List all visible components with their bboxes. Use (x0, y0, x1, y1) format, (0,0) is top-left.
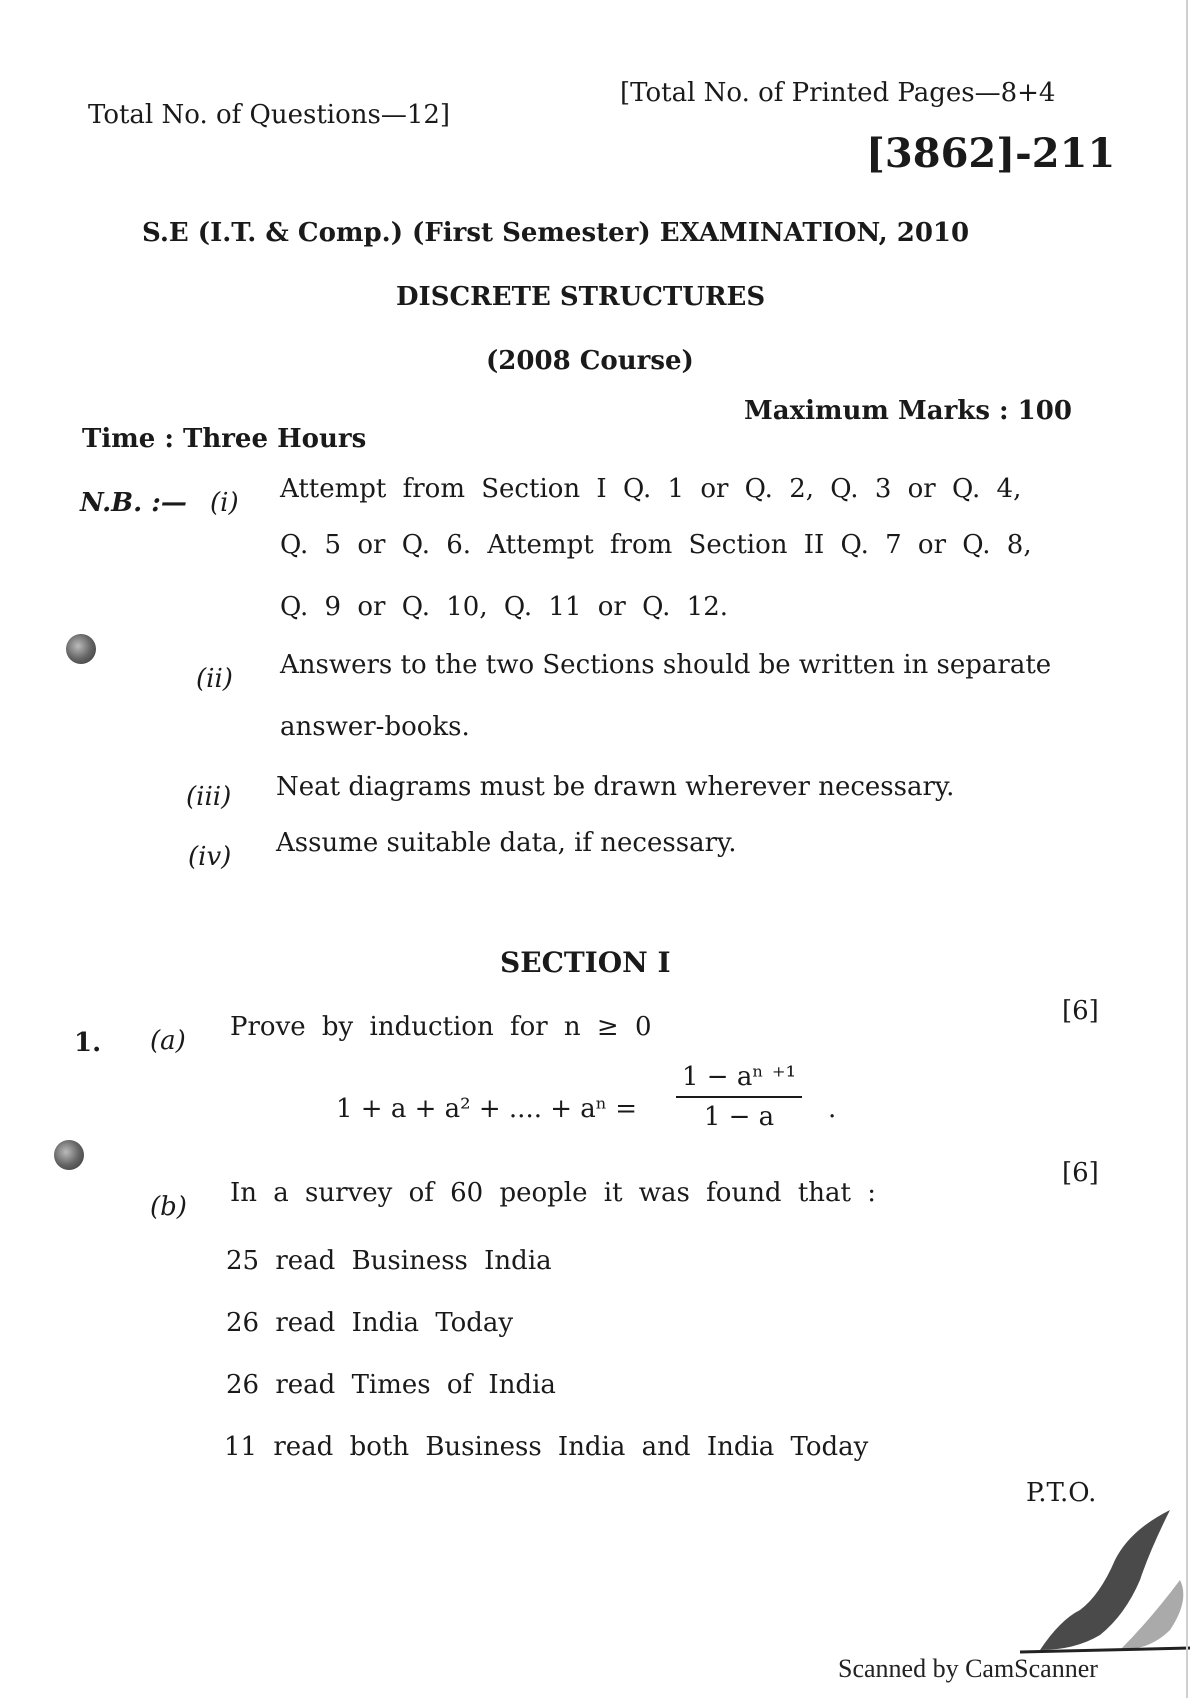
paper-code: [3862]-211 (866, 130, 1116, 177)
scanner-watermark: Scanned by CamScanner (838, 1654, 1098, 1683)
formula-fraction (676, 1062, 802, 1132)
corner-smudge (1020, 1500, 1200, 1660)
formula-numerator: 1 − aⁿ ⁺¹ (682, 1062, 797, 1092)
question-number: 1. (74, 1028, 102, 1058)
instruction-number: (iv) (188, 842, 232, 872)
part-b-marks: [6] (1062, 1158, 1099, 1188)
survey-fact: 25 read Business India (226, 1246, 552, 1276)
survey-fact: 11 read both Business India and India Today (224, 1432, 869, 1462)
fraction-bar (676, 1096, 802, 1098)
printed-pages: [Total No. of Printed Pages—8+4 (620, 78, 1056, 108)
section-title: SECTION I (500, 946, 671, 979)
formula-denominator: 1 − a (703, 1102, 775, 1132)
part-a-marks: [6] (1062, 996, 1099, 1026)
part-a-text: Prove by induction for n ≥ 0 (230, 1012, 652, 1042)
nb-label: N.B. :— (80, 488, 187, 518)
part-b-text: In a survey of 60 people it was found that : (230, 1178, 877, 1208)
instruction-line: Assume suitable data, if necessary. (276, 828, 737, 858)
instruction-line: Attempt from Section I Q. 1 or Q. 2, Q. 3 or Q. 4, (280, 474, 1022, 504)
instruction-number: (iii) (186, 782, 232, 812)
subject-title: DISCRETE STRUCTURES (396, 282, 766, 312)
pto-label: P.T.O. (1026, 1478, 1097, 1508)
punch-hole (66, 634, 96, 664)
punch-hole (54, 1140, 84, 1170)
instruction-line: Q. 5 or Q. 6. Attempt from Section II Q. 7 or Q. 8, (280, 530, 1032, 560)
instruction-line: Neat diagrams must be drawn wherever necessary. (276, 772, 955, 802)
time-label: Time : Three Hours (82, 424, 367, 454)
instruction-line: answer-books. (280, 712, 470, 742)
total-questions: Total No. of Questions—12] (88, 100, 451, 130)
survey-fact: 26 read India Today (226, 1308, 514, 1338)
instruction-number: (i) (210, 488, 239, 518)
exam-title: S.E (I.T. & Comp.) (First Semester) EXAMINATION, 2010 (142, 218, 970, 248)
instruction-line: Q. 9 or Q. 10, Q. 11 or Q. 12. (280, 592, 729, 622)
instruction-line: Answers to the two Sections should be written in separate (280, 650, 1052, 680)
part-b-label: (b) (150, 1192, 187, 1222)
part-a-label: (a) (150, 1026, 186, 1056)
max-marks: Maximum Marks : 100 (744, 396, 1072, 426)
formula-end: . (828, 1094, 837, 1124)
instruction-number: (ii) (196, 664, 233, 694)
survey-fact: 26 read Times of India (226, 1370, 556, 1400)
formula-lhs: 1 + a + a² + .... + aⁿ = (336, 1094, 638, 1124)
scan-edge (1186, 0, 1188, 1698)
course-label: (2008 Course) (486, 346, 694, 376)
